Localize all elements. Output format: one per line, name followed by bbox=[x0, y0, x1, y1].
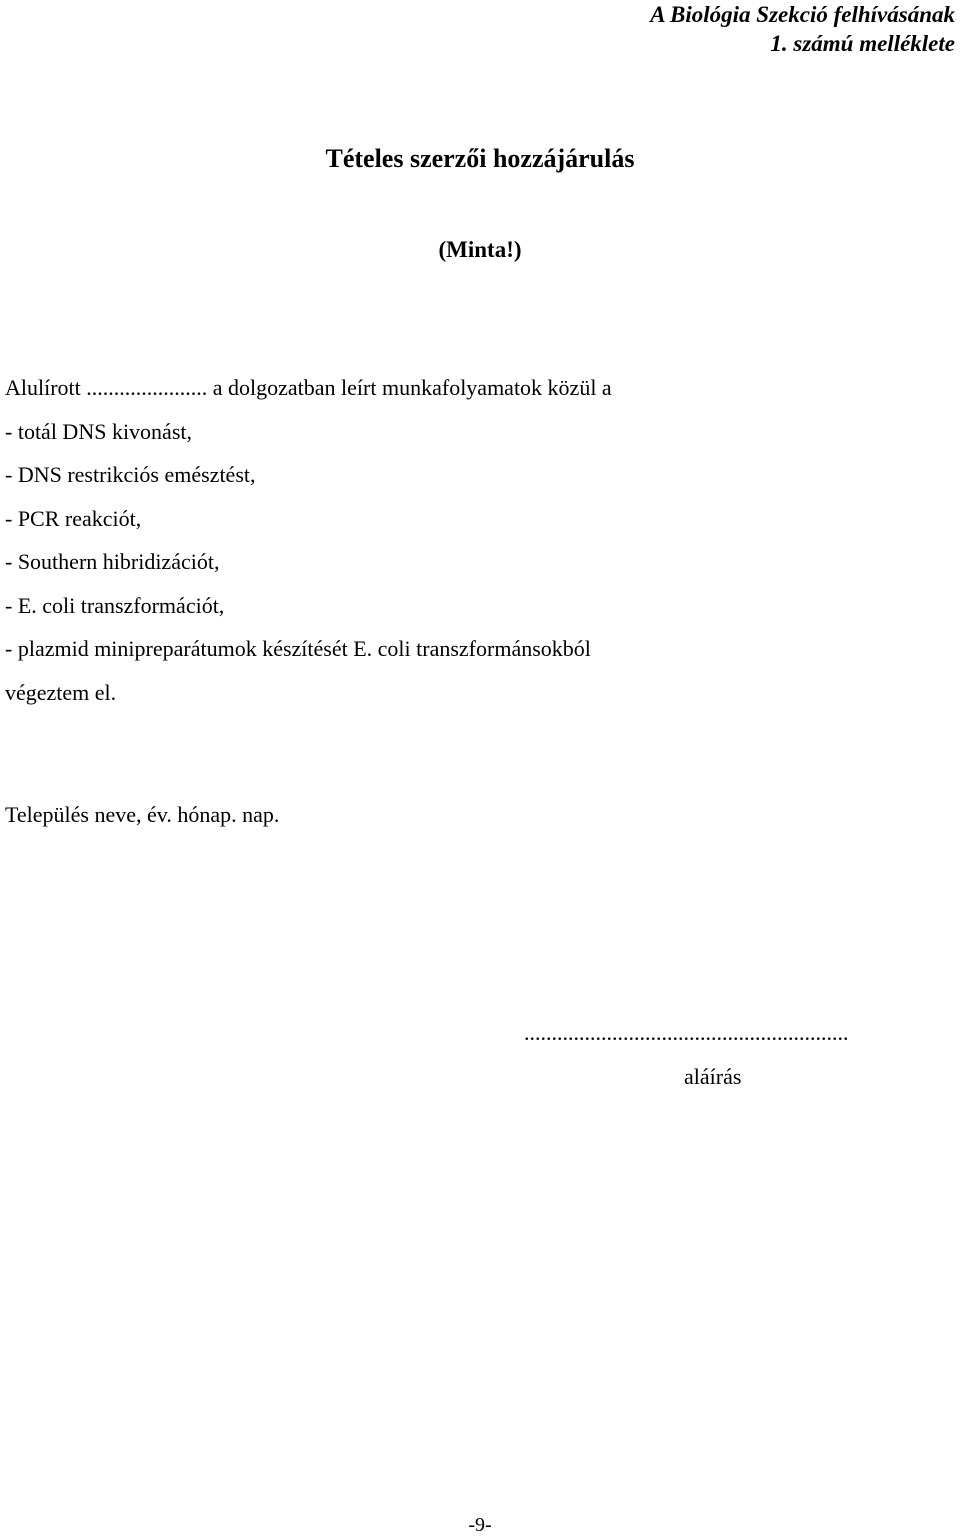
list-item: - E. coli transzformációt, bbox=[5, 592, 225, 618]
list-item: - totál DNS kivonást, bbox=[5, 418, 192, 444]
list-item: - PCR reakciót, bbox=[5, 505, 142, 531]
page-number: -9- bbox=[468, 1514, 492, 1536]
header-line-1: A Biológia Szekció felhívásának bbox=[650, 2, 955, 27]
document-subtitle: (Minta!) bbox=[438, 237, 522, 262]
list-item: - plazmid minipreparátumok készítését E. coli transzformánsokból bbox=[5, 636, 591, 661]
closing-line: végeztem el. bbox=[5, 679, 117, 705]
list-item: - Southern hibridizációt, bbox=[5, 549, 220, 574]
signature-label: aláírás bbox=[684, 1064, 742, 1089]
place-date-line: Település neve, év. hónap. nap. bbox=[5, 802, 280, 827]
document-header bbox=[650, 0, 955, 58]
list-item: - DNS restrikciós emésztést, bbox=[5, 462, 256, 487]
intro-line: Alulírott ...................... a dolgozatban leírt munkafolyamatok közül a bbox=[5, 375, 612, 400]
header-line-2: 1. számú melléklete bbox=[770, 31, 955, 56]
document-title: Tételes szerzői hozzájárulás bbox=[325, 144, 635, 173]
body-text bbox=[5, 366, 612, 714]
signature-line: ........................................................... bbox=[524, 1020, 849, 1045]
